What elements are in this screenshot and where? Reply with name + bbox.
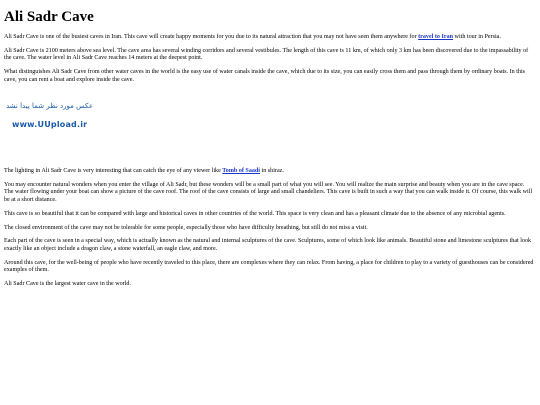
paragraph-complexes: Around this cave, for the well-being of people who have recently traveled to this place, there are complexes where they can relax. From having, a place for children to play to a variety of guesthouses can be considered examples of them. [4,259,534,274]
paragraph-text: Ali Sadr Cave is one of the busiest caves in Iran. This cave will create happy moments for you due to its natural attraction that you may not have seen them anywhere for [4,34,419,40]
paragraph-altitude: Ali Sadr Cave is 2100 meters above sea level. The cave area has several winding corridors and several vestibules. The length of this cave is 11 km, of which only 3 km has been discovered due to the impassability of the cave. The water level in Ali Sadr Cave reaches 14 meters at the deepest point. [4,47,529,62]
paragraph-text: with tour in Persia. [453,34,501,40]
image-watermark: www.UUpload.ir [12,120,88,130]
image-not-found-caption: عکس مورد نظر شما پیدا نشد [6,102,94,111]
paragraph-lighting [4,168,534,175]
paragraph-sculptures: Each part of the cave is seen in a special way, which is actually known as the natural and internal sculptures of the cave. Sculptures, some of which look like animals. Beautiful stone and limestone sculptures that look exactly like an object include a dragon claw, a stone waterfall, an eagle claw, and more. [4,238,532,252]
page-title: Ali Sadr Cave [4,9,94,25]
paragraph-intro [4,34,534,41]
broken-image-placeholder [4,102,534,158]
paragraph-closed-environment: The closed environment of the cave may not be tolerable for some people, especially those who have difficulty breathing, but still do not miss a visit. [4,224,368,231]
paragraph-water-canals: What distinguishes Ali Sadr Cave from other water caves in the world is the easy use of water canals inside the cave, which due to its size, you can easily cross them and pass through them by ordinary boats. In this cave, you can rent a boat and explore inside the cave. [4,69,526,83]
paragraph-text: The lighting in Ali Sadr Cave is very interesting that can catch the eye of any viewer like [4,168,223,175]
tomb-of-saadi-link[interactable]: Tomb of Saadi [222,168,261,175]
paragraph-text: in shiraz. [260,168,284,175]
paragraph-natural-wonders: You may encounter natural wonders when you enter the village of Ali Sadr, but these wonders will be a small part of what you will see. You will realize the main surprise and beauty when you are in the cave space. The water flowing under your boat can show a picture of the cave roof. The roof of the cave consists of large and small chandeliers. This cave is built in such a way that you can walk inside it. Of course, this walk will be at a short distance. [4,181,533,203]
paragraph-largest: Ali Sadr Cave is the largest water cave in the world. [4,281,131,288]
paragraph-beauty: This cave is so beautiful that it can be compared with large and historical caves in other countries of the world. This space is very clean and has a pleasant climate due to the absence of any microbial agents. [4,210,506,217]
travel-to-iran-link[interactable]: travel to Iran [418,34,454,40]
